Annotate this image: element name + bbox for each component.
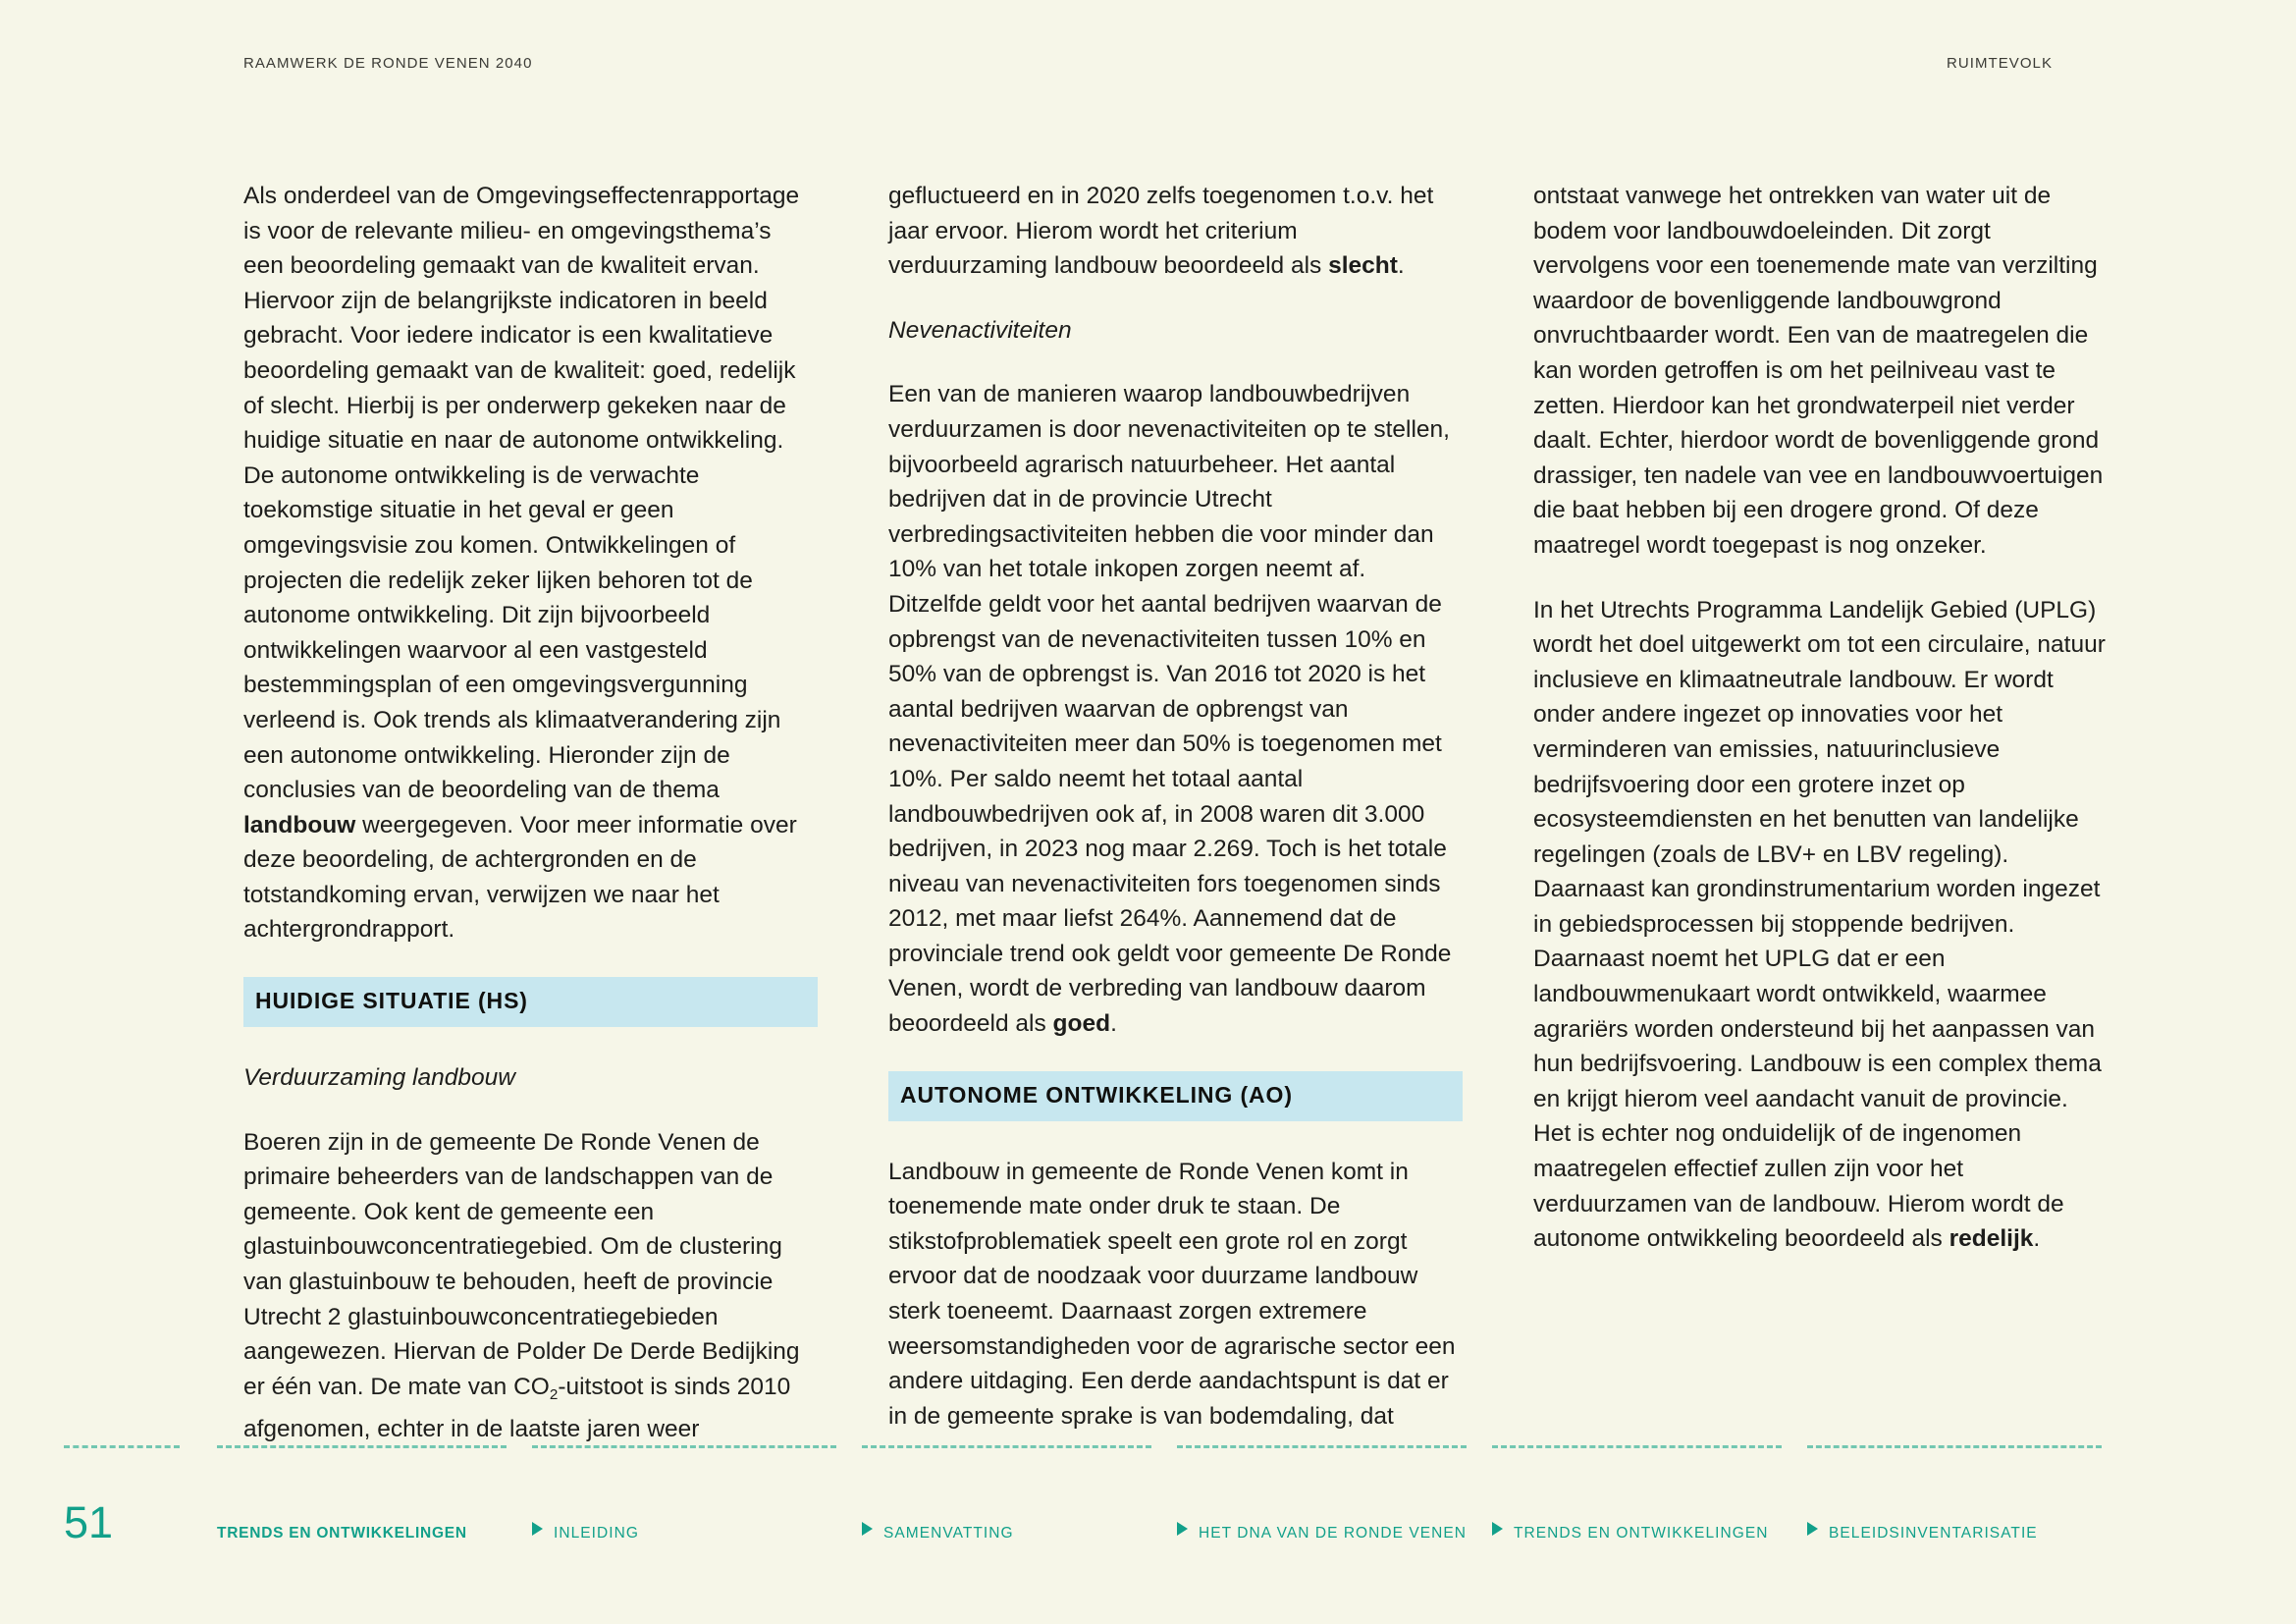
paragraph-intro-text-before: Als onderdeel van de Omgevingseffectenrapportage is voor de relevante milieu- en omgevingsthema’s een beoordeling gemaakt van de kwaliteit ervan. Hiervoor zijn de belangrijkste indicatoren in beeld gebracht. Voor iedere indicator is een kwalitatieve beoordeling gemaakt van de kwaliteit: goed, redelijk of slecht. Hierbij is per onderwerp gekeken naar de huidige situatie en naar de autonome ontwikkeling. De autonome ontwikkeling is de verwachte toekomstige situatie in het geval er geen omgevingsvisie zou komen. Ontwikkelingen of projecten die redelijk zeker lijken behoren tot de autonome ontwikkeling. Dit zijn bijvoorbeeld ontwikkelingen waarvoor al een vastgesteld bestemmingsplan of een omgevingsvergunning verleend is. Ook trends als klimaatverandering zijn een autonome ontwikkeling. Hieronder zijn de conclusies van de beoordeling van de thema: [243, 183, 800, 804]
paragraph-intro-text-after: weergegeven. Voor meer informatie over deze beoordeling, de achtergronden en de totstandkoming ervan, verwijzen we naar het achtergrondrapport.: [243, 811, 797, 944]
paragraph-nevenactiviteiten: [888, 377, 1463, 1041]
paragraph-uplg-text-after: .: [2033, 1225, 2041, 1253]
footer-item-label: SAMENVATTING: [883, 1525, 1014, 1542]
footer-item-label: INLEIDING: [554, 1525, 639, 1542]
section-band-huidige-situatie: [243, 977, 818, 1027]
triangle-right-icon: [862, 1522, 873, 1536]
text-column-3: [1533, 179, 2108, 1447]
footer-item-inleiding[interactable]: [532, 1524, 836, 1543]
footer-item-trends-en-ontwikkelingen[interactable]: [1492, 1524, 1782, 1543]
triangle-right-icon: [1177, 1522, 1188, 1536]
text-column-1: [243, 179, 818, 1447]
footer-item-label: BELEIDSINVENTARISATIE: [1829, 1525, 2038, 1542]
section-band-autonome-ontwikkeling: [888, 1071, 1463, 1121]
section-heading-autonome-ontwikkeling: AUTONOME ONTWIKKELING (AO): [900, 1081, 1293, 1108]
footer-item-beleidsinventarisatie[interactable]: [1807, 1524, 2102, 1543]
rating-goed: goed: [1052, 1010, 1111, 1038]
paragraph-bodemdaling: ontstaat vanwege het ontrekken van water uit de bodem voor landbouwdoeleinden. Dit zorgt vervolgens voor een toenemende mate van verzilting waardoor de bovenliggende landbouwgrond onvruchtbaarder wordt. Een van de maatregelen die kan worden getroffen is om het peilniveau vast te zetten. Hierdoor kan het grondwaterpeil niet verder daalt. Echter, hierdoor wordt de bovenliggende grond drassiger, ten nadele van vee en landbouwvoertuigen die baat hebben bij een drogere grond. Of deze maatregel wordt toegepast is nog onzeker.: [1533, 183, 2104, 559]
rating-slecht: slecht: [1328, 252, 1398, 280]
footer-rule-0: [217, 1445, 507, 1448]
footer-rule-5: [1807, 1445, 2102, 1448]
triangle-right-icon: [1492, 1522, 1503, 1536]
footer-item-label: HET DNA VAN DE RONDE VENEN: [1199, 1525, 1468, 1542]
paragraph-boeren: [243, 1125, 818, 1447]
body-columns: [243, 179, 2109, 1447]
paragraph-gefluctueerd: [888, 179, 1463, 284]
paragraph-boeren-text-before: Boeren zijn in de gemeente De Ronde Venen de primaire beheerders van de landschappen van de gemeente. Ook kent de gemeente een glastuinbouwconcentratiegebied. Om de clustering van glastuinbouw te behouden, heeft de provincie Utrecht 2 glastuinbouwconcentratiegebieden aangewezen. Hiervan de Polder De Derde Bedijking er één van. De mate van CO: [243, 1128, 800, 1400]
footer-items: [64, 1497, 2232, 1547]
paragraph-gefluctueerd-text-before: gefluctueerd en in 2020 zelfs toegenomen t.o.v. het jaar ervoor. Hierom wordt het criterium verduurzaming landbouw beoordeeld als: [888, 183, 1434, 280]
co2-subscript: 2: [549, 1385, 559, 1403]
paragraph-nevenactiviteiten-text-before: Een van de manieren waarop landbouwbedrijven verduurzamen is door nevenactiviteiten op te stellen, bijvoorbeeld agrarisch natuurbeheer. Het aantal bedrijven dat in de provincie Utrecht verbredingsactiviteiten hebben die voor minder dan 10% van het totale inkopen zorgen neemt af. Ditzelfde geldt voor het aantal bedrijven waarvan de opbrengst van de nevenactiviteiten tussen 10% en 50% van de opbrengst is. Van 2016 tot 2020 is het aantal bedrijven waarvan de opbrengst van nevenactiviteiten meer dan 50% is toegenomen met 10%. Per saldo neemt het totaal aantal landbouwbedrijven ook af, in 2008 waren dit 3.000 bedrijven, in 2023 nog maar 2.269. Toch is het totale niveau van nevenactiviteiten fors toegenomen sinds 2012, met maar liefst 264%. Aannemend dat de provinciale trend ook geldt voor gemeente De Ronde Venen, wordt de verbreding van landbouw daarom beoordeeld als: [888, 381, 1452, 1038]
paragraph-boeren-text-after: -uitstoot is sinds 2010 afgenomen, echter in de laatste jaren weer: [243, 1373, 791, 1443]
footer-item-samenvatting[interactable]: [862, 1524, 1151, 1543]
running-head-left: RAAMWERK DE RONDE VENEN 2040: [243, 54, 533, 72]
footer-rule-3: [1177, 1445, 1467, 1448]
subheading-nevenactiviteiten: Nevenactiviteiten: [888, 316, 1072, 344]
paragraph-uplg: [1533, 593, 2108, 1257]
paragraph-intro: [243, 179, 818, 947]
paragraph-uplg-text-before: In het Utrechts Programma Landelijk Gebied (UPLG) wordt het doel uitgewerkt om tot een circulaire, natuur inclusieve en klimaatneutrale landbouw. Er wordt onder andere ingezet op innovaties voor het verminderen van emissies, natuurinclusieve bedrijfsvoering door een grotere inzet op ecosysteemdiensten en het benutten van landelijke regelingen (zoals de LBV+ en LBV regeling). Daarnaast kan grondinstrumentarium worden ingezet in gebiedsprocessen bij stoppende bedrijven. Daarnaast noemt het UPLG dat er een landbouwmenukaart wordt ontwikkeld, waarmee agrariërs worden ondersteund bij het aanpassen van hun bedrijfsvoering. Landbouw is een complex thema en krijgt hierom veel aandacht vanuit de provincie. Het is echter nog onduidelijk of de ingenomen maatregelen effectief zullen zijn voor het verduurzamen van de landbouw. Hierom wordt de autonome ontwikkeling beoordeeld als: [1533, 596, 2106, 1253]
footer-item-label: TRENDS EN ONTWIKKELINGEN: [1514, 1525, 1769, 1542]
running-head-right: RUIMTEVOLK: [1946, 54, 2053, 72]
paragraph-gefluctueerd-text-after: .: [1397, 252, 1405, 280]
footer-dashed-rules: [64, 1445, 2232, 1449]
section-heading-huidige-situatie: HUIDIGE SITUATIE (HS): [255, 988, 528, 1014]
page-number: 51: [64, 1497, 114, 1547]
footer-rule-2: [862, 1445, 1151, 1448]
paragraph-landbouw-druk: Landbouw in gemeente de Ronde Venen komt in toenemende mate onder druk te staan. De stikstofproblematiek speelt een grote rol en zorgt ervoor dat de noodzaak voor duurzame landbouw sterk toeneemt. Daarnaast zorgen extremere weersomstandigheden voor de agrarische sector een andere uitdaging. Een derde aandachtspunt is dat er in de gemeente sprake is van bodemdaling, dat: [888, 1158, 1456, 1430]
footer-item-label: TRENDS EN ONTWIKKELINGEN: [217, 1525, 467, 1542]
triangle-right-icon: [532, 1522, 543, 1536]
subheading-verduurzaming-landbouw: Verduurzaming landbouw: [243, 1064, 515, 1092]
paragraph-intro-emphasis: landbouw: [243, 811, 356, 839]
footer-item-trends-en-ontwikkelingen-current[interactable]: [217, 1525, 507, 1543]
footer-rule-page: [64, 1445, 180, 1448]
running-head: [243, 51, 2053, 75]
paragraph-nevenactiviteiten-text-after: .: [1110, 1010, 1117, 1038]
footer-navigation: [64, 1445, 2232, 1553]
footer-rule-4: [1492, 1445, 1782, 1448]
triangle-right-icon: [1807, 1522, 1818, 1536]
text-column-2: [888, 179, 1463, 1447]
footer-rule-1: [532, 1445, 836, 1448]
footer-item-het-dna-van-de-ronde-venen[interactable]: [1177, 1524, 1467, 1543]
rating-redelijk: redelijk: [1949, 1225, 2034, 1253]
